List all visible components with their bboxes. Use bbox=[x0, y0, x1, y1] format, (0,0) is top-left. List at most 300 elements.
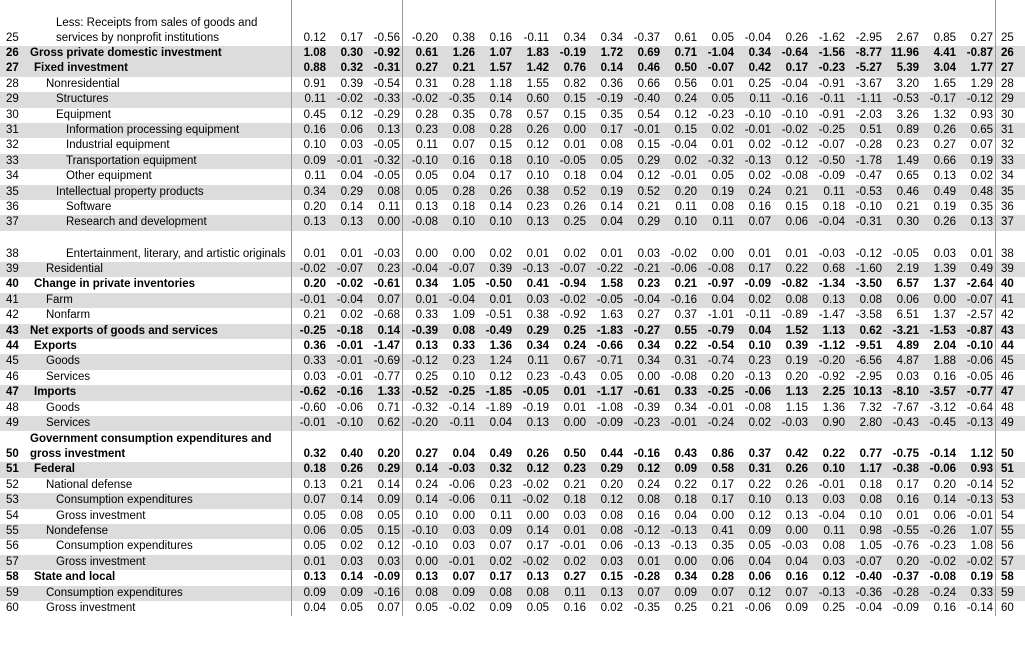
value-cell: 0.06 bbox=[933, 509, 956, 522]
value-cell: 0.08 bbox=[600, 509, 623, 522]
value-cell: 0.11 bbox=[699, 215, 736, 230]
value-cell: 0.11 bbox=[378, 201, 400, 214]
value-cell: -0.02 bbox=[522, 478, 549, 491]
value-cell: 0.09 bbox=[489, 602, 512, 614]
value-cell: 0.04 bbox=[736, 555, 773, 570]
table-row bbox=[0, 138, 1025, 153]
value-cell: 0.60 bbox=[514, 92, 551, 107]
value-cell: 0.34 bbox=[403, 277, 441, 292]
value-cell: 0.10 bbox=[526, 170, 549, 183]
value-cell: 1.08 bbox=[970, 540, 993, 553]
value-cell: 0.08 bbox=[477, 586, 514, 601]
line-number-right: 47 bbox=[996, 385, 1025, 400]
value-cell: 0.03 bbox=[588, 555, 625, 570]
line-number: 39 bbox=[0, 262, 28, 277]
value-cell: 0.09 bbox=[440, 586, 477, 601]
value-cell: 0.23 bbox=[489, 478, 512, 491]
value-cell: -0.04 bbox=[818, 509, 845, 522]
line-number: 40 bbox=[6, 278, 19, 291]
value-cell: -0.02 bbox=[670, 247, 697, 260]
value-cell: 0.77 bbox=[859, 448, 882, 461]
value-cell: -0.61 bbox=[625, 385, 662, 400]
value-cell: -0.11 bbox=[745, 309, 771, 322]
line-number: 25 bbox=[6, 32, 19, 44]
line-number: 34 bbox=[6, 170, 19, 183]
value-cell: 0.05 bbox=[328, 524, 365, 539]
value-cell: 0.18 bbox=[452, 201, 475, 214]
table-row bbox=[0, 154, 1025, 169]
line-number-right: 42 bbox=[996, 308, 1025, 323]
value-cell: 1.63 bbox=[600, 309, 623, 322]
value-cell: -0.11 bbox=[523, 32, 549, 44]
value-cell: -0.32 bbox=[403, 401, 441, 416]
value-cell: 0.08 bbox=[514, 586, 551, 601]
line-number: 55 bbox=[0, 524, 28, 539]
value-cell: 0.56 bbox=[674, 77, 697, 90]
value-cell: 0.49 bbox=[921, 185, 958, 200]
value-cell: 3.20 bbox=[896, 77, 919, 90]
value-cell: -0.03 bbox=[440, 462, 477, 477]
value-cell: 0.26 bbox=[921, 215, 958, 230]
value-cell: 0.27 bbox=[933, 139, 956, 152]
value-cell: 0.08 bbox=[822, 540, 845, 553]
value-cell: 0.21 bbox=[674, 278, 697, 291]
value-cell: -0.29 bbox=[373, 108, 400, 121]
value-cell: -1.34 bbox=[818, 278, 845, 291]
row-label: Services bbox=[28, 416, 292, 431]
value-cell: 0.62 bbox=[847, 324, 884, 339]
line-number: 41 bbox=[0, 293, 28, 308]
value-cell: -0.05 bbox=[966, 370, 993, 383]
value-cell: 0.58 bbox=[699, 462, 736, 477]
value-cell: -0.09 bbox=[744, 278, 771, 291]
value-cell: -0.10 bbox=[403, 524, 441, 539]
value-cell: 0.00 bbox=[637, 370, 660, 383]
value-cell: 0.12 bbox=[588, 493, 625, 508]
value-cell: -6.56 bbox=[847, 354, 884, 369]
value-cell: -0.38 bbox=[884, 462, 921, 477]
value-cell: 0.04 bbox=[773, 555, 810, 570]
value-cell: 0.48 bbox=[958, 185, 996, 200]
value-cell: 1.39 bbox=[921, 262, 958, 277]
line-number: 53 bbox=[0, 493, 28, 508]
value-cell: 0.01 bbox=[625, 555, 662, 570]
value-cell: 0.04 bbox=[452, 170, 475, 183]
value-cell: 0.38 bbox=[452, 32, 475, 44]
value-cell: 0.91 bbox=[303, 77, 326, 90]
value-cell: 1.13 bbox=[810, 324, 847, 339]
value-cell: 3.04 bbox=[921, 61, 958, 76]
value-cell: 0.34 bbox=[674, 571, 697, 584]
value-cell: -0.01 bbox=[662, 416, 699, 431]
table-row bbox=[0, 370, 1025, 385]
value-cell: 0.02 bbox=[340, 540, 363, 553]
value-cell: 0.19 bbox=[958, 154, 996, 169]
value-cell: 1.36 bbox=[489, 339, 512, 352]
value-cell: 0.18 bbox=[822, 201, 845, 214]
value-cell: 0.01 bbox=[303, 247, 326, 260]
value-cell: -0.03 bbox=[773, 416, 810, 431]
value-cell: 0.04 bbox=[674, 509, 697, 522]
value-cell: 0.04 bbox=[736, 324, 773, 339]
row-label: Residential bbox=[28, 262, 292, 277]
value-cell: 0.23 bbox=[896, 139, 919, 152]
value-cell: 0.26 bbox=[921, 123, 958, 138]
value-cell: 1.65 bbox=[933, 77, 956, 90]
row-label: Transportation equipment bbox=[28, 154, 292, 169]
value-cell: -1.01 bbox=[707, 309, 734, 322]
value-cell: -0.09 bbox=[373, 571, 400, 584]
line-number: 33 bbox=[0, 154, 28, 169]
value-cell: 0.00 bbox=[526, 509, 549, 522]
value-cell: -0.08 bbox=[403, 215, 441, 230]
line-number-right: 37 bbox=[996, 215, 1025, 230]
value-cell: 1.13 bbox=[773, 385, 810, 400]
row-label: Change in private inventories bbox=[28, 277, 292, 292]
value-cell: -1.83 bbox=[588, 324, 625, 339]
value-cell: -0.37 bbox=[633, 32, 660, 44]
value-cell: 0.01 bbox=[748, 247, 771, 260]
table-row bbox=[0, 123, 1025, 138]
value-cell: 0.05 bbox=[403, 601, 441, 616]
value-cell: 0.16 bbox=[637, 509, 660, 522]
value-cell: -0.01 bbox=[292, 416, 329, 431]
value-cell: 0.17 bbox=[489, 170, 512, 183]
line-number-right: 54 bbox=[996, 509, 1025, 524]
value-cell: 0.00 bbox=[403, 231, 441, 262]
value-cell: 0.14 bbox=[403, 462, 441, 477]
value-cell: 0.32 bbox=[477, 462, 514, 477]
value-cell: 1.24 bbox=[477, 354, 514, 369]
value-cell: 0.07 bbox=[699, 586, 736, 601]
line-number-right: 40 bbox=[996, 277, 1025, 292]
value-cell: 0.03 bbox=[514, 293, 551, 308]
value-cell: -0.16 bbox=[662, 293, 699, 308]
value-cell: 0.46 bbox=[625, 61, 662, 76]
value-cell: 0.12 bbox=[514, 462, 551, 477]
value-cell: 1.07 bbox=[477, 46, 514, 61]
value-cell: -0.14 bbox=[966, 602, 993, 614]
value-cell: 0.13 bbox=[303, 478, 326, 491]
value-cell: 0.24 bbox=[736, 185, 773, 200]
value-cell: 0.17 bbox=[340, 32, 363, 44]
value-cell: 0.20 bbox=[662, 185, 699, 200]
value-cell: 0.09 bbox=[365, 493, 403, 508]
value-cell: -0.05 bbox=[373, 139, 400, 152]
value-cell: 0.08 bbox=[847, 293, 884, 308]
value-cell: 3.26 bbox=[896, 108, 919, 121]
table-row bbox=[0, 586, 1025, 601]
line-number: 27 bbox=[0, 61, 28, 76]
value-cell: 0.15 bbox=[365, 524, 403, 539]
value-cell: 0.18 bbox=[551, 493, 588, 508]
value-cell: 0.17 bbox=[736, 262, 773, 277]
value-cell: 0.42 bbox=[785, 448, 808, 461]
value-cell: 0.14 bbox=[340, 201, 363, 214]
row-label: Fixed investment bbox=[28, 61, 292, 76]
value-cell: -0.24 bbox=[699, 416, 736, 431]
value-cell: -0.16 bbox=[633, 448, 660, 461]
value-cell: 0.08 bbox=[600, 139, 623, 152]
value-cell: -0.35 bbox=[633, 602, 660, 614]
row-label: Federal bbox=[28, 462, 292, 477]
value-cell: 1.37 bbox=[933, 309, 956, 322]
value-cell: 0.52 bbox=[625, 185, 662, 200]
value-cell: -3.58 bbox=[855, 309, 882, 322]
table-row bbox=[0, 493, 1025, 508]
value-cell: -0.08 bbox=[744, 401, 771, 414]
line-number: 37 bbox=[0, 215, 28, 230]
value-cell: 0.67 bbox=[551, 354, 588, 369]
value-cell: -0.28 bbox=[633, 571, 660, 584]
value-cell: 0.23 bbox=[526, 201, 549, 214]
table-row bbox=[0, 401, 1025, 416]
value-cell: 0.01 bbox=[477, 293, 514, 308]
value-cell: -0.77 bbox=[958, 385, 996, 400]
value-cell: 0.16 bbox=[440, 154, 477, 169]
value-cell: 0.18 bbox=[662, 493, 699, 508]
line-number-right: 27 bbox=[996, 61, 1025, 76]
value-cell: 0.21 bbox=[303, 309, 326, 322]
value-cell: -0.32 bbox=[699, 154, 736, 169]
value-cell: -0.52 bbox=[403, 385, 441, 400]
value-cell: 0.01 bbox=[551, 524, 588, 539]
line-number-right: 45 bbox=[996, 354, 1025, 369]
value-cell: 0.08 bbox=[440, 324, 477, 339]
value-cell: 0.25 bbox=[403, 370, 441, 385]
value-cell: -0.53 bbox=[847, 185, 884, 200]
value-cell: -2.95 bbox=[855, 370, 882, 383]
value-cell: -0.06 bbox=[662, 262, 699, 277]
value-cell: 2.80 bbox=[847, 416, 884, 431]
value-cell: 0.14 bbox=[600, 201, 623, 214]
value-cell: -5.27 bbox=[847, 61, 884, 76]
value-cell: 0.14 bbox=[921, 493, 958, 508]
value-cell: -0.12 bbox=[403, 354, 441, 369]
value-cell: 0.03 bbox=[933, 247, 956, 260]
value-cell: 0.34 bbox=[637, 339, 660, 352]
value-cell: -0.51 bbox=[485, 309, 512, 322]
value-cell: 0.24 bbox=[403, 478, 441, 493]
value-cell: 0.17 bbox=[699, 493, 736, 508]
value-cell: 0.09 bbox=[662, 462, 699, 477]
value-cell: -0.13 bbox=[633, 540, 660, 553]
row-label: Less: Receipts from sales of goods and services by nonprofit institutions bbox=[28, 0, 292, 46]
value-cell: 0.18 bbox=[859, 478, 882, 491]
value-cell: -0.05 bbox=[373, 170, 400, 183]
value-cell: -0.01 bbox=[336, 370, 363, 383]
value-cell: -0.27 bbox=[625, 324, 662, 339]
value-cell: 5.39 bbox=[884, 61, 921, 76]
value-cell: 0.26 bbox=[526, 448, 549, 461]
value-cell: -0.26 bbox=[921, 524, 958, 539]
line-number-right: 26 bbox=[996, 46, 1025, 61]
value-cell: 0.49 bbox=[958, 262, 996, 277]
table-row bbox=[0, 108, 1025, 123]
value-cell: 0.12 bbox=[637, 170, 660, 183]
value-cell: 0.28 bbox=[440, 185, 477, 200]
value-cell: 0.14 bbox=[377, 478, 400, 491]
value-cell: -0.89 bbox=[781, 309, 808, 322]
value-cell: 11.96 bbox=[884, 46, 921, 61]
value-cell: 0.01 bbox=[896, 509, 919, 522]
line-number-right: 25 bbox=[996, 0, 1025, 46]
value-cell: 0.11 bbox=[810, 185, 847, 200]
value-cell: 0.27 bbox=[563, 571, 586, 584]
value-cell: 0.11 bbox=[490, 509, 512, 522]
value-cell: 0.29 bbox=[365, 462, 403, 477]
value-cell: -0.13 bbox=[670, 540, 697, 553]
value-cell: 0.03 bbox=[637, 247, 660, 260]
value-cell: 0.78 bbox=[489, 108, 512, 121]
value-cell: -0.91 bbox=[818, 108, 845, 121]
value-cell: 0.09 bbox=[328, 586, 365, 601]
value-cell: -0.02 bbox=[921, 555, 958, 570]
value-cell: 0.12 bbox=[748, 509, 771, 522]
value-cell: -0.01 bbox=[328, 154, 365, 169]
row-label: Other equipment bbox=[28, 169, 292, 184]
value-cell: -7.67 bbox=[892, 401, 919, 414]
value-cell: 0.82 bbox=[563, 77, 586, 90]
value-cell: 0.10 bbox=[514, 154, 551, 169]
value-cell: -0.09 bbox=[588, 416, 625, 431]
value-cell: -0.25 bbox=[292, 324, 329, 339]
line-number: 35 bbox=[0, 185, 28, 200]
value-cell: 0.34 bbox=[600, 32, 623, 44]
value-cell: 0.15 bbox=[600, 571, 623, 584]
line-number-right: 60 bbox=[996, 601, 1025, 616]
value-cell: 0.40 bbox=[340, 448, 363, 461]
value-cell: -1.47 bbox=[818, 309, 845, 322]
value-cell: 0.20 bbox=[785, 370, 808, 383]
value-cell: -0.16 bbox=[773, 92, 810, 107]
value-cell: 0.21 bbox=[637, 201, 660, 214]
value-cell: 0.16 bbox=[563, 602, 586, 614]
value-cell: 0.07 bbox=[489, 540, 512, 553]
value-cell: -0.92 bbox=[365, 46, 403, 61]
value-cell: -0.23 bbox=[707, 108, 734, 121]
value-cell: -0.20 bbox=[403, 0, 441, 46]
value-cell: 0.17 bbox=[588, 123, 625, 138]
value-cell: -0.07 bbox=[551, 262, 588, 277]
value-cell: 0.31 bbox=[736, 462, 773, 477]
value-cell: 0.10 bbox=[403, 509, 441, 524]
value-cell: -0.05 bbox=[514, 385, 551, 400]
value-cell: -0.39 bbox=[403, 324, 441, 339]
value-cell: -8.77 bbox=[847, 46, 884, 61]
value-cell: 0.15 bbox=[662, 123, 699, 138]
value-cell: 0.09 bbox=[292, 586, 329, 601]
value-cell: 0.13 bbox=[365, 123, 403, 138]
line-number: 43 bbox=[0, 324, 28, 339]
value-cell: -0.23 bbox=[810, 61, 847, 76]
line-number-right: 51 bbox=[996, 462, 1025, 477]
value-cell: 0.52 bbox=[551, 185, 588, 200]
line-number-right: 41 bbox=[996, 293, 1025, 308]
value-cell: 0.21 bbox=[711, 602, 734, 614]
value-cell: 0.20 bbox=[600, 478, 623, 491]
value-cell: 0.12 bbox=[674, 108, 697, 121]
value-cell: 0.10 bbox=[859, 509, 882, 522]
value-cell: 0.15 bbox=[785, 201, 808, 214]
value-cell: -0.04 bbox=[781, 77, 808, 90]
value-cell: -0.76 bbox=[892, 540, 919, 553]
value-cell: 0.08 bbox=[847, 493, 884, 508]
value-cell: 0.13 bbox=[958, 215, 996, 230]
value-cell: 0.06 bbox=[773, 215, 810, 230]
value-cell: -0.82 bbox=[781, 278, 808, 291]
value-cell: 0.04 bbox=[303, 602, 326, 614]
value-cell: -1.08 bbox=[596, 401, 623, 414]
value-cell: -0.79 bbox=[699, 324, 736, 339]
value-cell: -0.11 bbox=[810, 92, 847, 107]
value-cell: -0.12 bbox=[625, 524, 662, 539]
value-cell: 0.61 bbox=[674, 32, 697, 44]
line-number: 30 bbox=[6, 108, 19, 121]
value-cell: -0.14 bbox=[966, 478, 993, 491]
value-cell: 0.01 bbox=[600, 247, 623, 260]
value-cell: 0.33 bbox=[452, 339, 475, 352]
row-label: Software bbox=[28, 200, 292, 215]
value-cell: 1.12 bbox=[970, 448, 993, 461]
line-number: 47 bbox=[0, 385, 28, 400]
value-cell: 0.24 bbox=[637, 478, 660, 491]
value-cell: 0.03 bbox=[452, 540, 475, 553]
line-number-right: 48 bbox=[996, 401, 1025, 416]
table-row bbox=[0, 231, 1025, 262]
line-number-right: 53 bbox=[996, 493, 1025, 508]
value-cell: 0.88 bbox=[292, 61, 329, 76]
line-number: 51 bbox=[0, 462, 28, 477]
value-cell: 0.23 bbox=[637, 278, 660, 291]
value-cell: -0.02 bbox=[448, 602, 475, 614]
value-cell: -0.62 bbox=[292, 385, 329, 400]
line-number: 29 bbox=[0, 92, 28, 107]
value-cell: 0.01 bbox=[563, 401, 586, 414]
value-cell: 0.22 bbox=[748, 478, 771, 491]
value-cell: -0.02 bbox=[292, 262, 329, 277]
value-cell: -0.35 bbox=[440, 92, 477, 107]
value-cell: 1.17 bbox=[847, 462, 884, 477]
value-cell: 0.27 bbox=[403, 431, 441, 462]
table-row bbox=[0, 77, 1025, 92]
line-number: 46 bbox=[6, 370, 19, 383]
value-cell: 0.16 bbox=[933, 602, 956, 614]
value-cell: 0.01 bbox=[403, 293, 441, 308]
value-cell: 0.28 bbox=[711, 571, 734, 584]
value-cell: 0.16 bbox=[933, 370, 956, 383]
value-cell: 0.69 bbox=[625, 46, 662, 61]
value-cell: -0.94 bbox=[559, 278, 586, 291]
value-cell: 0.61 bbox=[403, 46, 441, 61]
value-cell: 0.02 bbox=[563, 247, 586, 260]
value-cell: 1.55 bbox=[526, 77, 549, 90]
value-cell: -0.01 bbox=[292, 293, 329, 308]
value-cell: -3.67 bbox=[855, 77, 882, 90]
line-number-right: 59 bbox=[996, 586, 1025, 601]
value-cell: 0.49 bbox=[489, 448, 512, 461]
line-number: 58 bbox=[6, 571, 19, 584]
value-cell: 0.06 bbox=[748, 571, 771, 584]
value-cell: -8.10 bbox=[884, 385, 921, 400]
value-cell: -3.21 bbox=[884, 324, 921, 339]
value-cell: -3.57 bbox=[921, 385, 958, 400]
value-cell: -0.43 bbox=[884, 416, 921, 431]
value-cell: 0.98 bbox=[847, 524, 884, 539]
row-label: Equipment bbox=[28, 108, 292, 123]
value-cell: 0.17 bbox=[773, 61, 810, 76]
value-cell: 10.13 bbox=[847, 385, 884, 400]
